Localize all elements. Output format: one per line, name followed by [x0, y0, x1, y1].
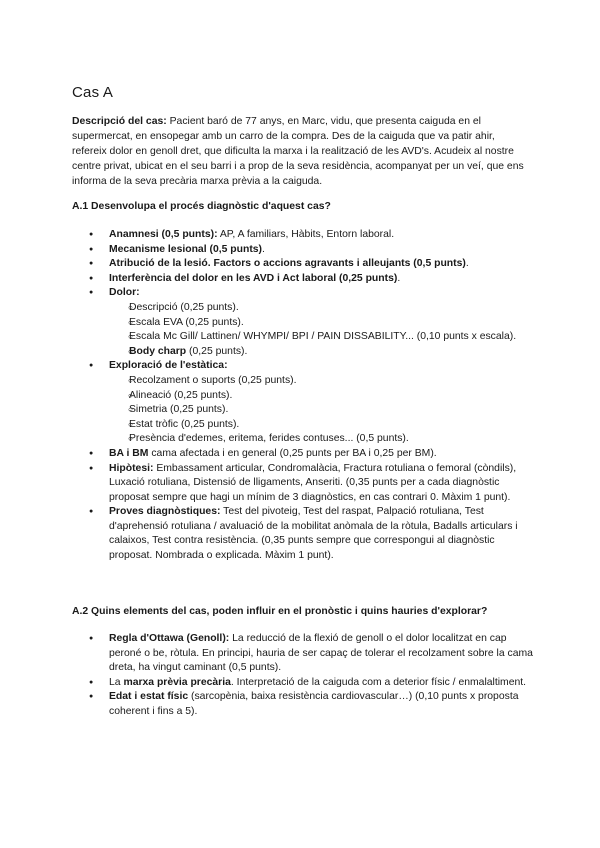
item-label: Mecanisme lesional (0,5 punts): [109, 243, 263, 255]
item-text: La reducció de la flexió de genoll o el dolor localitzat en cap peroné o be, ròtula. En principi, hauria de ser capaç de tolerar el recolzament sobre la cama dreta, ha vingut caminant (0,5 punts).: [109, 633, 533, 674]
item-text: cama afectada i en general (0,25 punts per BA i 0,25 per BM).: [148, 447, 437, 459]
item-label: Dolor:: [109, 287, 140, 299]
list-item: [72, 272, 534, 287]
list-item-dolor: [72, 286, 534, 359]
item-text: (sarcopènia, baixa resistència cardiovascular…) (0,10 punts x proposta coherent i fins a 5).: [109, 691, 519, 717]
sub-list-item: [72, 403, 534, 418]
item-text: .: [465, 258, 469, 270]
sub-item-text: Simetria (0,25 punts).: [129, 404, 229, 416]
list-item: [72, 243, 534, 258]
sub-item-text: Escala EVA (0,25 punts).: [129, 316, 244, 328]
item-text: . Interpretació de la caiguda com a deterior físic / enmalaltiment.: [230, 676, 527, 688]
sub-item-text: Presència d'edemes, eritema, ferides contuses... (0,5 punts).: [129, 433, 409, 445]
list-item: [72, 447, 534, 462]
question-a2-heading: A.2 Quins elements del cas, poden influir en el pronòstic i quins hauries d'explorar?: [72, 606, 488, 617]
item-label: BA i BM: [109, 447, 149, 459]
list-item: [72, 690, 534, 719]
item-label: Proves diagnòstiques:: [109, 506, 221, 518]
sub-item-text: Descripció (0,25 punts).: [129, 301, 239, 313]
item-label: Hipòtesi:: [109, 462, 154, 474]
list-item: [72, 257, 534, 272]
question-a1-list: [72, 228, 534, 564]
list-item: [72, 228, 534, 243]
item-label: Atribució de la lesió. Factors o accions agravants i alleujants (0,5 punts): [109, 258, 466, 270]
sub-item-label: Body charp: [129, 345, 187, 357]
item-text: Test del pivoteig, Test del raspat, Palpació rotuliana, Test d'aprehensió rotuliana / avaluació de la mobilitat anòmala de la ròtula, Badalls articulars i calaixos, Test contra resistència. (0,35 punts sempre que correspongui al diagnòstic proposat. Nombrada o explicada. Màxim 1 punt).: [109, 506, 518, 562]
item-label: Edat i estat físic: [109, 691, 189, 703]
sub-list-item: [72, 374, 534, 389]
case-description: [72, 114, 532, 189]
list-item: [72, 505, 534, 563]
sub-list-item: [72, 432, 534, 447]
question-a1-heading: A.1 Desenvolupa el procés diagnòstic d'aquest cas?: [72, 201, 331, 212]
estatica-sublist: [109, 374, 534, 447]
item-text: .: [397, 272, 401, 284]
sub-item-text: (0,25 punts).: [186, 345, 248, 357]
dolor-sublist: [109, 301, 534, 359]
item-label: Interferència del dolor en les AVD i Act laboral (0,25 punts): [109, 272, 398, 284]
item-label: Exploració de l'estàtica:: [109, 360, 228, 372]
item-text: Embassament articular, Condromalàcia, Fractura rotuliana o femoral (còndils), Luxació rotuliana, Distensió de lligaments, Anseriti. (0,35 punts per a cada diagnòstic proposat sempre que hagi un mínim de 3 diagnòstics, en cas contrari 0. Màxim 1 punt).: [109, 462, 517, 503]
case-description-label: Descripció del cas:: [72, 116, 167, 127]
sub-list-item: [72, 316, 534, 331]
sub-item-text: Alineació (0,25 punts).: [129, 389, 233, 401]
sub-item-text: Estat tròfic (0,25 punts).: [129, 418, 240, 430]
case-description-text: Pacient baró de 77 anys, en Marc, vidu, que presenta caiguda en el supermercat, en ensopegar amb un carro de la compra. Des de la caiguda que va patir ahir, refereix dolor en genoll dret, que dificulta la marxa i la realització de les AVD's. Acudeix al nostre centre privat, ubicat en el seu barri i a prop de la seva residència, acompanyat per un veí, que ens informa de la seva precària marxa prèvia a la caiguda.: [72, 116, 524, 187]
list-item-estatica: [72, 359, 534, 447]
item-prefix: La: [109, 676, 124, 688]
sub-list-item: [72, 389, 534, 404]
sub-list-item: [72, 330, 534, 345]
item-label: Anamnesi (0,5 punts):: [109, 229, 218, 240]
list-item: [72, 632, 534, 676]
question-a2-list: [72, 632, 534, 720]
sub-list-item: [72, 418, 534, 433]
page-title: Cas A: [72, 84, 114, 101]
item-label: marxa prèvia precària: [123, 676, 231, 688]
sub-item-text: Recolzament o suports (0,25 punts).: [129, 374, 297, 386]
item-text: .: [262, 243, 265, 255]
sub-list-item: [72, 345, 534, 360]
item-label: Regla d'Ottawa (Genoll):: [109, 633, 230, 644]
list-item: [72, 676, 534, 691]
item-text: AP, A familiars, Hàbits, Entorn laboral.: [217, 229, 395, 240]
sub-item-text: Escala Mc Gill/ Lattinen/ WHYMPI/ BPI / PAIN DISSABILITY... (0,10 punts x escala).: [129, 331, 517, 343]
sub-list-item: [72, 301, 534, 316]
list-item: [72, 462, 534, 506]
